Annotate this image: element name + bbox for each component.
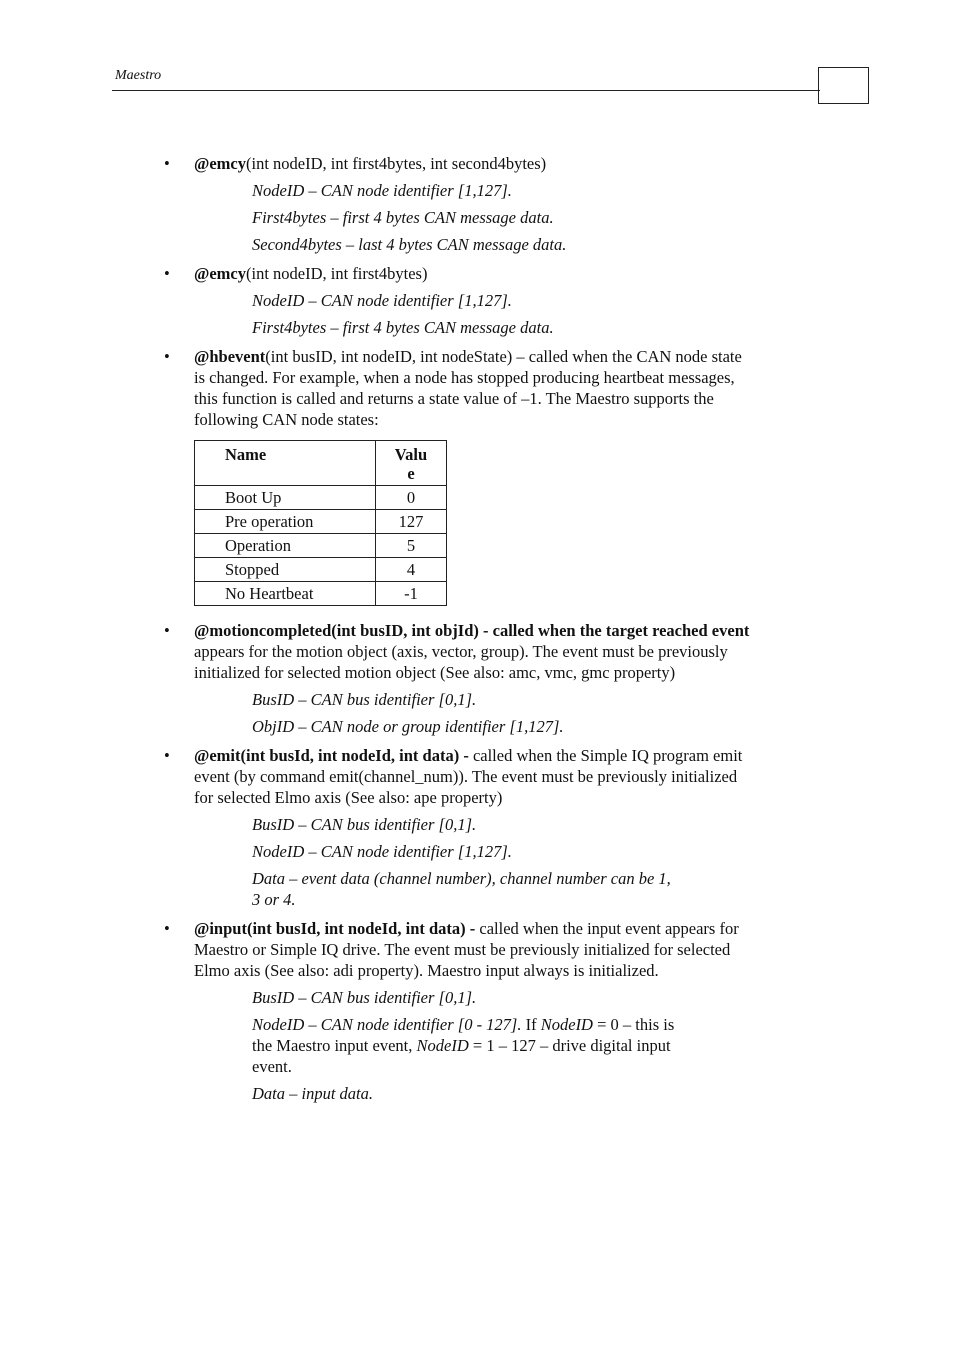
param-line: ObjID – CAN node or group identifier [1,127].: [252, 717, 564, 736]
param-line: BusID – CAN bus identifier [0,1].: [252, 988, 477, 1007]
list-item: [160, 153, 750, 255]
bullet: •: [164, 154, 170, 173]
param-text: = 1 – 127 – drive digital input event.: [252, 1036, 671, 1076]
list-item: [160, 918, 750, 1104]
table-row: [195, 582, 447, 606]
function-name: @emcy: [194, 154, 246, 173]
param-text: = 0 – this is the Maestro input event,: [252, 1015, 675, 1055]
function-signature: called when the input event appears for Maestro or Simple IQ drive. The event must be previously initialized for selected Elmo axis (See also: adi property). Maestro input always is initialized.: [194, 919, 739, 980]
bullet: •: [164, 264, 170, 283]
table-cell-name: Operation: [195, 534, 376, 558]
bullet: •: [164, 347, 170, 366]
item-description: [194, 153, 750, 174]
table-cell-value: 4: [376, 558, 447, 582]
function-signature: (int busID, int nodeID, int nodeState) – called when the CAN node state is changed. For example, when a node has stopped producing heartbeat messages, this function is called and returns a state value of –1. The Maestro supports the following CAN node states:: [194, 347, 742, 429]
param-line: Second4bytes – last 4 bytes CAN message data.: [252, 235, 567, 254]
param-list: [252, 180, 750, 255]
document-body: [160, 153, 750, 1112]
table-cell-value: 0: [376, 486, 447, 510]
param-line: BusID – CAN bus identifier [0,1].: [252, 690, 477, 709]
table-header-name: Name: [195, 441, 376, 486]
item-description: [194, 745, 750, 808]
list-item: [160, 745, 750, 910]
param-line: Data – event data (channel number), channel number can be 1, 3 or 4.: [252, 869, 671, 909]
item-description: [194, 918, 750, 981]
param-list: [252, 814, 750, 910]
param-text: If: [521, 1015, 541, 1034]
table-cell-value: -1: [376, 582, 447, 606]
function-name: @hbevent: [194, 347, 266, 366]
table-cell-name: Stopped: [195, 558, 376, 582]
function-name: @motioncompleted(int busID, int objId) - called when the target reached event: [194, 621, 750, 640]
param-list: [252, 290, 750, 338]
page-number-box: [818, 67, 869, 104]
param-line: BusID – CAN bus identifier [0,1].: [252, 815, 477, 834]
param-nodeid-ref: NodeID: [540, 1015, 593, 1034]
node-states-table: [194, 440, 447, 606]
table-header-value: Valu e: [376, 441, 447, 486]
table-row: [195, 558, 447, 582]
table-cell-value: 5: [376, 534, 447, 558]
table-row: [195, 534, 447, 558]
bullet: •: [164, 746, 170, 765]
item-description: [194, 620, 750, 683]
item-description: [194, 263, 750, 284]
param-list: [252, 689, 750, 737]
function-name: @input(int busId, int nodeId, int data) -: [194, 919, 476, 938]
param-line: First4bytes – first 4 bytes CAN message data.: [252, 208, 554, 227]
param-list: [252, 987, 750, 1104]
list-item: [160, 346, 750, 430]
table-row: [195, 486, 447, 510]
function-signature: appears for the motion object (axis, vector, group). The event must be previously initialized for selected motion object (See also: amc, vmc, gmc property): [194, 642, 728, 682]
param-line: First4bytes – first 4 bytes CAN message data.: [252, 318, 554, 337]
param-line: NodeID – CAN node identifier [1,127].: [252, 842, 512, 861]
param-line: [252, 1014, 692, 1077]
item-description: [194, 346, 750, 430]
list-item: [160, 263, 750, 338]
table-cell-name: No Heartbeat: [195, 582, 376, 606]
bullet: •: [164, 919, 170, 938]
header-divider: [112, 90, 820, 91]
function-name: @emcy: [194, 264, 246, 283]
table-header-row: [195, 441, 447, 486]
param-nodeid-range: NodeID – CAN node identifier [0 - 127].: [252, 1015, 522, 1034]
param-line: NodeID – CAN node identifier [1,127].: [252, 291, 512, 310]
param-line: NodeID – CAN node identifier [1,127].: [252, 181, 512, 200]
bullet: •: [164, 621, 170, 640]
function-name: @emit(int busId, int nodeId, int data) -: [194, 746, 469, 765]
table-cell-name: Boot Up: [195, 486, 376, 510]
page-header-title: Maestro: [115, 68, 162, 83]
table-cell-name: Pre operation: [195, 510, 376, 534]
list-item: [160, 620, 750, 737]
table-row: [195, 510, 447, 534]
function-signature: called when the Simple IQ program emit event (by command emit(channel_num)). The event must be previously initialized for selected Elmo axis (See also: ape property): [194, 746, 743, 807]
function-signature: (int nodeID, int first4bytes, int second4bytes): [246, 154, 547, 173]
function-signature: (int nodeID, int first4bytes): [246, 264, 428, 283]
param-line: Data – input data.: [252, 1084, 374, 1103]
table-cell-value: 127: [376, 510, 447, 534]
param-nodeid-ref: NodeID: [416, 1036, 469, 1055]
